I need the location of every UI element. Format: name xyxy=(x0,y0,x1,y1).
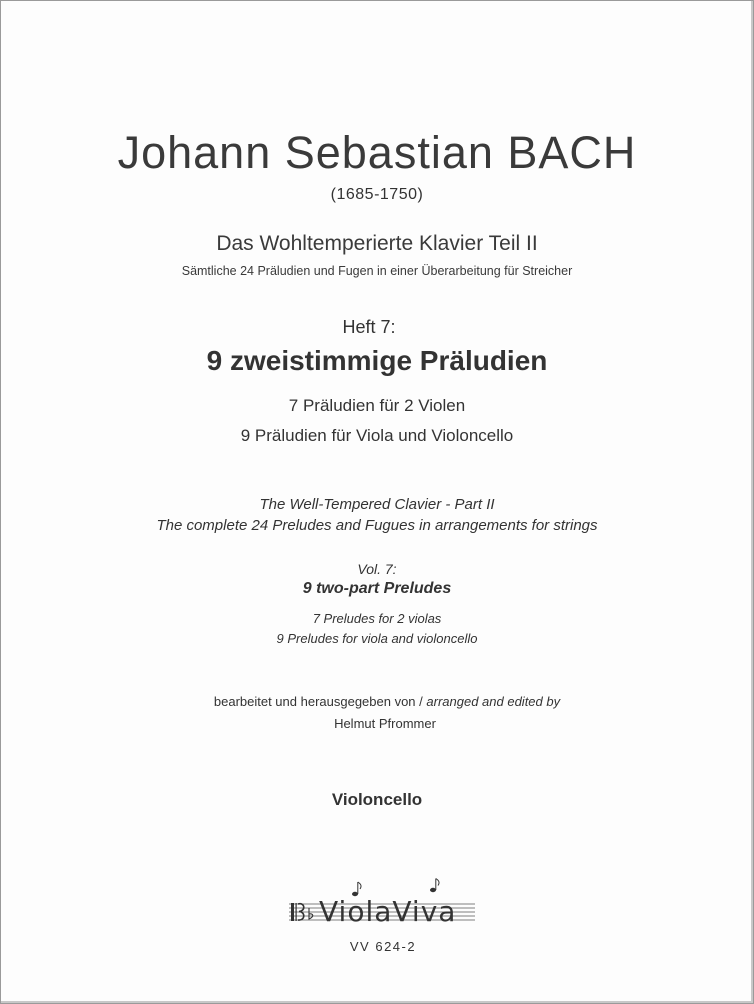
editor-credit xyxy=(10,694,754,709)
german-contents-line-1: 7 Präludien für 2 Violen xyxy=(288,396,466,415)
german-main-title: 9 zweistimmige Präludien xyxy=(206,345,548,376)
german-contents-line-2: 9 Präludien für Viola und Violoncello xyxy=(240,426,514,445)
editor-credit-english: arranged and edited by xyxy=(426,694,561,709)
english-title: The Well-Tempered Clavier - Part II xyxy=(259,496,495,513)
german-subtitle: Sämtliche 24 Präludien und Fugen in einer Überarbeitung für Streicher xyxy=(181,264,573,278)
english-volume-label: Vol. 7: xyxy=(357,561,397,577)
editor-name: Helmut Pfrommer xyxy=(334,716,436,731)
german-volume-label: Heft 7: xyxy=(342,317,396,337)
english-contents-line-2: 9 Preludes for viola and violoncello xyxy=(276,631,478,646)
editor-credit-german: bearbeitet und herausgegeben von / xyxy=(213,694,427,709)
english-subtitle: The complete 24 Preludes and Fugues in arrangements for strings xyxy=(156,517,598,534)
instrument-part: Violoncello xyxy=(331,790,423,809)
composer-dates: (1685-1750) xyxy=(330,186,424,203)
publisher-logo xyxy=(289,878,489,928)
publisher-logo-text: ViolaViva xyxy=(319,895,457,928)
composer-name: Johann Sebastian BACH xyxy=(117,127,637,178)
english-main-title: 9 two-part Preludes xyxy=(302,580,452,597)
catalog-number: VV 624-2 xyxy=(349,939,417,954)
german-title: Das Wohltemperierte Klavier Teil II xyxy=(216,232,538,255)
english-contents-line-1: 7 Preludes for 2 violas xyxy=(312,611,442,626)
